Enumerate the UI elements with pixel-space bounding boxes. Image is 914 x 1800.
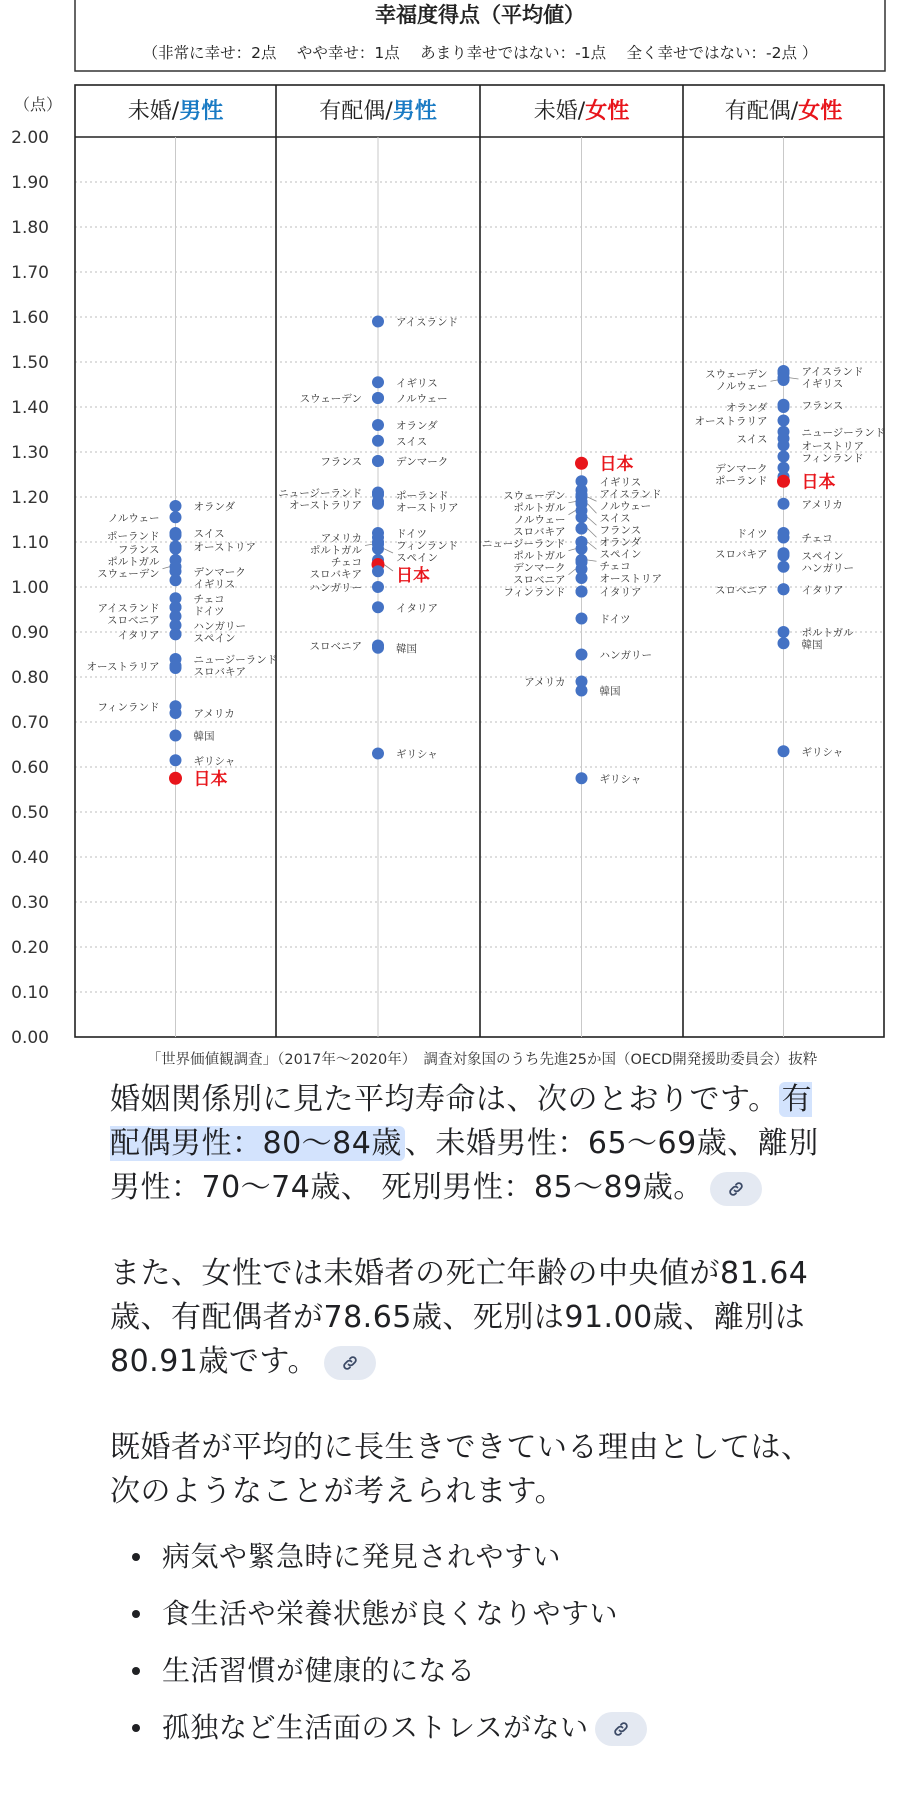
y-tick-label: 1.10 [11, 533, 49, 553]
country-label: オーストリア [801, 440, 864, 453]
data-point [576, 613, 588, 625]
data-point [778, 498, 790, 510]
panel-status: 有配偶/ [724, 99, 799, 124]
panel-status: 有配偶/ [319, 99, 393, 124]
country-label: ドイツ [193, 605, 225, 618]
country-label: スペイン [599, 548, 642, 561]
data-point [372, 748, 384, 760]
country-label: ポーランド [107, 530, 160, 543]
country-label: ノルウェー [396, 393, 448, 405]
country-label: 韓国 [599, 685, 621, 698]
country-label: ポルトガル [513, 501, 566, 514]
data-point [372, 455, 384, 467]
country-label: フランス [599, 524, 642, 537]
country-label: ポルトガル [309, 544, 362, 557]
country-label: スペイン [193, 632, 236, 645]
data-point [372, 435, 384, 447]
country-label: スイス [736, 433, 768, 446]
country-label: スイス [599, 512, 631, 525]
data-point [170, 574, 182, 586]
data-point [778, 451, 790, 463]
data-point [372, 565, 384, 577]
y-tick-label: 0.70 [11, 713, 49, 733]
data-point [778, 401, 790, 413]
country-label: アイスランド [97, 602, 160, 615]
japan-label: 日本 [396, 566, 430, 586]
label-leader-line [588, 497, 597, 501]
bullet-icon [132, 1667, 140, 1675]
link-icon [612, 1720, 630, 1738]
country-label: ドイツ [396, 528, 427, 540]
y-tick-label: 0.90 [11, 623, 49, 643]
data-point [372, 498, 384, 510]
country-label: フランス [117, 543, 160, 556]
data-point [170, 730, 182, 742]
data-point [372, 601, 384, 613]
country-label: スウェーデン [97, 567, 160, 580]
y-tick-label: 0.40 [11, 848, 49, 868]
country-label: オーストラリア [694, 415, 768, 428]
label-leader-line [569, 549, 576, 551]
y-axis-unit: （点） [14, 95, 63, 114]
reasons-intro-paragraph: 既婚者が平均的に長生きできている理由としては、次のようなことが考えられます。 [110, 1430, 812, 1509]
data-point [778, 626, 790, 638]
data-point [170, 660, 182, 672]
country-label: ギリシャ [599, 773, 642, 786]
country-label: 韓国 [193, 730, 215, 743]
country-label: ノルウェー [107, 512, 160, 525]
country-label: スロバキア [193, 666, 246, 678]
list-item-text: 病気や緊急時に発見されやすい [162, 1540, 562, 1573]
data-point [170, 543, 182, 555]
country-label: ポーランド [396, 489, 449, 502]
reasons-list [110, 1528, 830, 1756]
country-label: アメリカ [524, 676, 566, 689]
y-tick-label: 1.40 [11, 398, 49, 418]
bullet-icon [132, 1724, 140, 1732]
country-label: イギリス [801, 378, 844, 390]
country-label: フィンランド [97, 701, 160, 714]
list-item [110, 1528, 830, 1585]
country-label: オーストラリア [289, 499, 362, 512]
country-label: スペイン [396, 552, 438, 564]
bullet-icon [132, 1553, 140, 1561]
country-label: アイスランド [801, 366, 864, 378]
label-leader-line [588, 560, 597, 561]
list-item-text: 生活習慣が健康的になる [162, 1654, 476, 1687]
y-tick-label: 1.90 [11, 173, 49, 193]
country-label: イギリス [599, 476, 642, 489]
country-label: 韓国 [396, 642, 417, 655]
country-label: ハンガリー [193, 620, 246, 633]
country-label: ニュージーランド [193, 654, 278, 666]
country-label: イタリア [801, 584, 844, 597]
y-tick-label: 1.30 [11, 443, 49, 463]
country-label: フィンランド [801, 452, 864, 465]
country-label: チェコ [193, 593, 225, 606]
y-tick-label: 0.30 [11, 893, 49, 913]
label-leader-line [365, 544, 372, 545]
y-tick-label: 0.00 [11, 1028, 49, 1048]
source-link-button[interactable] [595, 1712, 647, 1746]
list-item-text: 食生活や栄養状態が良くなりやすい [162, 1597, 619, 1630]
country-label: イタリア [117, 629, 160, 642]
data-point [575, 457, 588, 470]
label-leader-line [588, 504, 597, 514]
para2-text: また、女性では未婚者の死亡年齢の中央値が81.64歳、有配偶者が78.65歳、死別は91.00歳、離別は80.91歳です。 [110, 1256, 809, 1379]
data-point [576, 572, 588, 584]
country-label: ポーランド [715, 474, 768, 487]
country-label: イギリス [193, 578, 236, 591]
panel-header [725, 98, 842, 124]
country-label: フランス [320, 456, 362, 468]
country-label: スイス [193, 528, 225, 540]
country-label: スイス [396, 435, 428, 448]
country-label: スロバキア [715, 548, 768, 561]
link-icon [341, 1354, 359, 1372]
data-point [576, 511, 588, 523]
country-label: オランダ [725, 402, 768, 414]
data-point [778, 532, 790, 544]
y-tick-label: 1.00 [11, 578, 49, 598]
country-label: イタリア [599, 586, 642, 599]
data-point [778, 439, 790, 451]
country-label: ギリシャ [801, 746, 844, 759]
source-note: 「世界価値観調査」（2017年～2020年） 調査対象国のうち先進25か国（OECD開発援助委員会）抜粋 [146, 1052, 818, 1068]
data-point [372, 392, 384, 404]
y-tick-label: 2.00 [11, 128, 49, 148]
data-point [170, 754, 182, 766]
label-leader-line [588, 542, 597, 549]
label-leader-line [384, 549, 393, 553]
label-leader-line [771, 380, 778, 381]
country-label: ポルトガル [107, 555, 160, 568]
country-label: ニュージーランド [801, 426, 886, 439]
panel-header [319, 98, 436, 124]
country-label: ニュージーランド [278, 487, 362, 500]
country-label: デンマーク [513, 561, 566, 574]
list-item [110, 1642, 830, 1699]
data-point [778, 745, 790, 757]
country-label: スロバキア [309, 568, 362, 581]
chart-subtitle: （非常に幸せ：2点 やや幸せ：1点 あまり幸せではない：-1点 全く幸せではない：-2点 ） [142, 44, 818, 62]
panel-gender: 女性 [585, 99, 630, 124]
country-label: ギリシャ [396, 748, 438, 761]
country-label: オランダ [396, 420, 438, 432]
data-point [170, 500, 182, 512]
data-point [372, 642, 384, 654]
link-icon [727, 1180, 745, 1198]
female-median-paragraph [110, 1252, 830, 1384]
country-label: スペイン [801, 550, 844, 563]
data-point [576, 685, 588, 697]
data-point [372, 419, 384, 431]
data-point [777, 475, 790, 488]
country-label: ドイツ [736, 528, 768, 540]
source-link-button[interactable] [324, 1346, 376, 1380]
panel-status: 未婚/ [533, 99, 586, 124]
panel-gender: 男性 [179, 99, 224, 124]
data-point [778, 583, 790, 595]
country-label: アメリカ [801, 498, 843, 511]
country-label: オーストリア [396, 501, 459, 514]
panel-gender: 女性 [798, 99, 843, 124]
country-label: フィンランド [396, 540, 459, 552]
y-tick-label: 0.60 [11, 758, 49, 778]
data-point [372, 376, 384, 388]
chart-title: 幸福度得点（平均値） [375, 3, 585, 27]
data-point [576, 543, 588, 555]
label-leader-line [569, 569, 576, 575]
data-point [576, 523, 588, 535]
japan-label: 日本 [599, 454, 634, 475]
y-tick-label: 0.10 [11, 983, 49, 1003]
data-point [170, 707, 182, 719]
life-expectancy-paragraph [110, 1078, 830, 1210]
label-leader-line [588, 529, 597, 538]
data-point [169, 772, 182, 785]
japan-label: 日本 [193, 769, 228, 790]
data-point [576, 649, 588, 661]
y-tick-label: 1.70 [11, 263, 49, 283]
panel-status: 未婚/ [127, 99, 180, 124]
country-label: ニュージーランド [481, 537, 566, 550]
country-label: スロベニア [513, 573, 566, 586]
japan-label: 日本 [801, 472, 836, 493]
country-label: デンマーク [193, 566, 246, 579]
data-point [372, 316, 384, 328]
para1-text: 婚姻関係別に見た平均寿命は、次のとおりです。 [110, 1082, 779, 1117]
country-label: スウェーデン [705, 368, 768, 381]
label-leader-line [569, 511, 576, 515]
data-point [576, 772, 588, 784]
data-point [778, 374, 790, 386]
answer-text [110, 1078, 830, 1756]
country-label: ドイツ [599, 613, 631, 626]
y-tick-label: 1.20 [11, 488, 49, 508]
country-label: チェコ [599, 560, 631, 573]
y-tick-label: 0.20 [11, 938, 49, 958]
data-point [372, 543, 384, 555]
country-label: チェコ [330, 556, 362, 569]
country-label: ノルウェー [513, 513, 566, 526]
country-label: イタリア [396, 602, 438, 615]
country-label: ポルトガル [801, 627, 854, 639]
country-label: フランス [801, 399, 844, 412]
label-leader-line [569, 502, 576, 503]
country-label: アメリカ [320, 532, 362, 545]
country-label: ハンガリー [309, 582, 362, 594]
country-label: オランダ [193, 501, 236, 513]
country-label: 韓国 [801, 639, 823, 651]
data-point [778, 561, 790, 573]
label-leader-line [790, 378, 799, 379]
para1-text-end: 、未婚男性：65～69歳、離別男性：70～74歳、 死別男性：85～89歳。 [110, 1126, 819, 1205]
data-point [778, 415, 790, 427]
data-point [372, 581, 384, 593]
highlighted-text[interactable]: 有配偶男性：80～84歳 [110, 1082, 813, 1161]
country-label: スウェーデン [299, 393, 362, 405]
country-label: ノルウェー [599, 500, 652, 513]
country-label: アメリカ [193, 708, 235, 720]
country-label: ハンガリー [599, 649, 652, 662]
data-point [170, 628, 182, 640]
data-point [170, 511, 182, 523]
label-leader-line [163, 567, 170, 569]
country-label: フィンランド [503, 586, 566, 599]
y-tick-label: 0.50 [11, 803, 49, 823]
country-label: チェコ [801, 532, 833, 545]
data-point [778, 550, 790, 562]
list-item-text: 孤独など生活面のストレスがない [162, 1711, 589, 1744]
list-item [110, 1585, 830, 1642]
panel-gender: 男性 [392, 99, 437, 124]
country-label: スロバキア [513, 525, 566, 538]
y-tick-label: 1.60 [11, 308, 49, 328]
country-label: アイスランド [599, 488, 662, 501]
country-label: スロベニア [107, 614, 160, 627]
panel-header [128, 98, 223, 124]
country-label: イギリス [396, 377, 438, 390]
country-label: スウェーデン [503, 489, 566, 502]
country-label: ハンガリー [801, 562, 854, 575]
country-label: デンマーク [715, 462, 768, 475]
country-label: スロベニア [309, 640, 362, 653]
bullet-icon [132, 1610, 140, 1618]
country-label: オーストラリア [86, 660, 160, 673]
y-tick-label: 1.80 [11, 218, 49, 238]
country-label: デンマーク [396, 456, 449, 468]
country-label: オーストリア [599, 573, 662, 585]
list-item [110, 1699, 830, 1756]
label-leader-line [384, 565, 393, 572]
country-label: スロベニア [715, 584, 768, 597]
source-link-button[interactable] [710, 1172, 762, 1206]
data-point [576, 586, 588, 598]
country-label: オランダ [599, 536, 642, 549]
data-point [170, 529, 182, 541]
data-point [778, 637, 790, 649]
country-label: ギリシャ [193, 755, 236, 768]
y-tick-label: 0.80 [11, 668, 49, 688]
country-label: アイスランド [396, 316, 458, 329]
label-leader-line [588, 517, 597, 525]
panel-header [534, 98, 629, 124]
country-label: ポルトガル [513, 549, 566, 562]
country-label: オーストリア [193, 541, 256, 554]
y-tick-label: 1.50 [11, 353, 49, 373]
country-label: ノルウェー [715, 380, 768, 393]
